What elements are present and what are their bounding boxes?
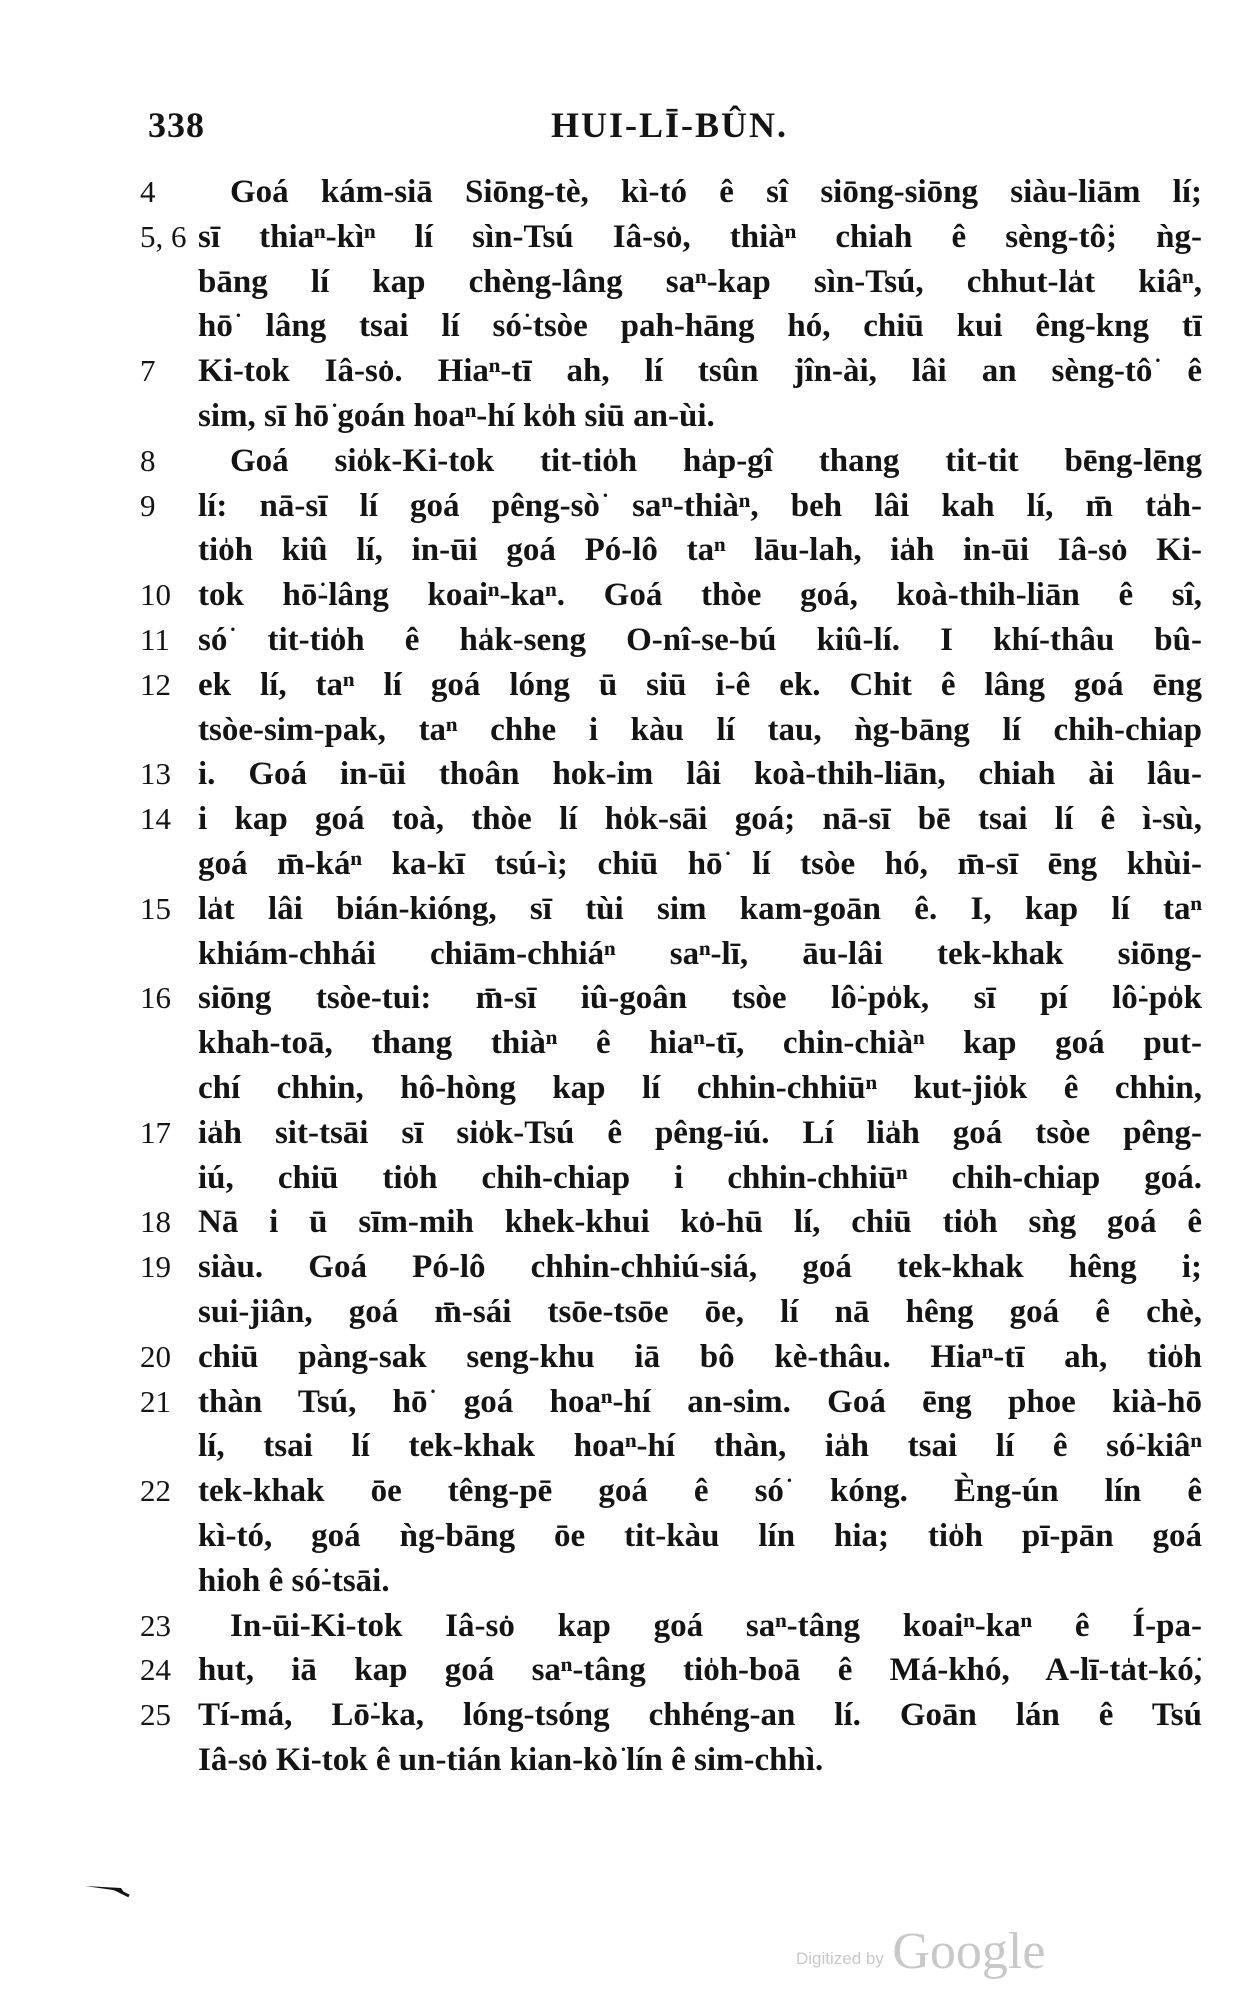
text-line: [0, 1514, 1249, 1559]
watermark-prefix: Digitized by: [796, 1949, 884, 1968]
text-line: [0, 1648, 1249, 1693]
line-text: ia̍h sit-tsāi sī sio̍k-Tsú ê pêng-iú. Lí lia̍h goá tsòe pêng-: [198, 1114, 1202, 1151]
verse-number: 8: [140, 442, 156, 478]
verse-number: 25: [140, 1697, 171, 1733]
verse-number: 24: [140, 1652, 171, 1688]
ink-mark-icon: [83, 1878, 133, 1898]
text-line: [0, 842, 1249, 887]
line-text: i kap goá toà, thòe lí ho̍k-sāi goá; nā-sī bē tsai lí ê ì-sù,: [198, 801, 1202, 838]
line-text: hut, iā kap goá saⁿ-tâng tio̍h-boā ê Má-khó, A-lī-ta̍t-kó͘,: [198, 1652, 1202, 1689]
verse-number: 11: [140, 621, 170, 657]
page-number: 338: [148, 105, 205, 145]
text-line: [0, 1469, 1249, 1514]
verse-number: 17: [140, 1114, 171, 1150]
text-line: [0, 1693, 1249, 1738]
text-line: [0, 484, 1249, 529]
line-text: chí chhin, hô-hòng kap lí chhin-chhiūⁿ kut-jio̍k ê chhin,: [198, 1069, 1202, 1106]
verse-number: 20: [140, 1338, 171, 1374]
digitization-watermark: [796, 1922, 1045, 1981]
text-line: [0, 1156, 1249, 1201]
line-text: Iâ-so͘ Ki-tok ê un-tián kian-kò͘ lín ê sim-chhì.: [198, 1741, 824, 1778]
text-line: [0, 1424, 1249, 1469]
text-line: [0, 170, 1249, 215]
line-text: In-ūi-Ki-tok Iâ-so͘ kap goá saⁿ-tâng koaiⁿ-kaⁿ ê Í-pa-: [230, 1607, 1202, 1644]
text-line: [0, 1380, 1249, 1425]
text-line: [0, 1066, 1249, 1111]
text-line: [0, 1604, 1249, 1649]
text-line: [0, 708, 1249, 753]
line-text: ek lí, taⁿ lí goá lóng ū siū i-ê ek. Chit ê lâng goá ēng: [198, 666, 1202, 703]
text-line: [0, 215, 1249, 260]
line-text: thàn Tsú, hō͘ goá hoaⁿ-hí an-sim. Goá ēng phoe kià-hō͘: [198, 1383, 1202, 1420]
text-line: [0, 349, 1249, 394]
line-text: Goá kám-siā Siōng-tè, kì-tó ê sî siōng-siōng siàu-liām lí;: [230, 174, 1202, 210]
text-line: [0, 932, 1249, 977]
line-text: kì-tó, goá ǹg-bāng ōe tit-kàu lín hia; tio̍h pī-pān goá: [198, 1517, 1202, 1554]
line-text: lí, tsai lí tek-khak hoaⁿ-hí thàn, ia̍h tsai lí ê só͘-kiâⁿ: [198, 1428, 1202, 1465]
line-text: khah-toā, thang thiàⁿ ê hiaⁿ-tī, chin-chiàⁿ kap goá put-: [198, 1025, 1202, 1062]
verse-number: 15: [140, 890, 171, 926]
line-text: hioh ê só͘-tsāi.: [198, 1562, 390, 1599]
page-body-text: [0, 170, 1249, 1783]
line-text: Goá sio̍k-Ki-tok tit-tio̍h ha̍p-gî thang tit-tit bēng-lēng: [230, 442, 1202, 479]
line-text: Tí-má, Lō͘-ka, lóng-tsóng chhéng-an lí. Goān lán ê Tsú: [198, 1697, 1202, 1734]
verse-number: 9: [140, 487, 156, 523]
line-text: Nā i ū sīm-mih khek-khui ko͘-hū lí, chiū tio̍h sǹg goá ê: [198, 1204, 1202, 1241]
text-line: [0, 797, 1249, 842]
line-text: sui-jiân, goá m̄-sái tsōe-tsōe ōe, lí nā hêng goá ê chè,: [198, 1293, 1202, 1330]
line-text: tsòe-sim-pak, taⁿ chhe i kàu lí tau, ǹg-bāng lí chih-chiap: [198, 711, 1202, 748]
verse-number: 23: [140, 1607, 171, 1643]
text-line: [0, 304, 1249, 349]
text-line: [0, 618, 1249, 663]
text-line: [0, 439, 1249, 484]
verse-number: 10: [140, 577, 171, 613]
text-line: [0, 752, 1249, 797]
text-line: [0, 1559, 1249, 1604]
running-title: HUI-LĪ-BÛN.: [551, 105, 789, 145]
line-text: chiū pàng-sak seng-khu iā bô kè-thâu. Hiaⁿ-tī ah, tio̍h: [198, 1338, 1202, 1375]
line-text: tok hō͘-lâng koaiⁿ-kaⁿ. Goá thòe goá, koà-thih-liān ê sî,: [198, 577, 1202, 614]
text-line: [0, 1738, 1249, 1783]
text-line: [0, 976, 1249, 1021]
line-text: siōng tsòe-tui: m̄-sī iû-goân tsòe lô͘-po̍k, sī pí lô͘-po̍k: [198, 980, 1202, 1017]
verse-number: 7: [140, 353, 156, 389]
line-text: sī thiaⁿ-kìⁿ lí sìn-Tsú Iâ-so͘, thiàⁿ chiah ê sèng-tô͘; ǹg-: [198, 218, 1202, 255]
text-line: [0, 1111, 1249, 1156]
text-line: [0, 1290, 1249, 1335]
verse-number: 14: [140, 801, 171, 837]
line-text: hō͘ lâng tsai lí só͘-tsòe pah-hāng hó, chiū kui êng-kng tī: [198, 308, 1202, 345]
line-text: bāng lí kap chèng-lâng saⁿ-kap sìn-Tsú, chhut-la̍t kiâⁿ,: [198, 263, 1202, 300]
verse-number: 5, 6: [140, 218, 187, 254]
verse-number: 22: [140, 1473, 171, 1509]
verse-number: 12: [140, 666, 171, 702]
text-line: [0, 528, 1249, 573]
text-line: [0, 887, 1249, 932]
line-text: sim, sī hō͘ goán hoaⁿ-hí ko̍h siū an-ùi.: [198, 397, 715, 434]
verse-number: 19: [140, 1249, 171, 1285]
line-text: khiám-chhái chiām-chhiáⁿ saⁿ-lī, āu-lâi tek-khak siōng-: [198, 935, 1202, 972]
line-text: siàu. Goá Pó-lô chhin-chhiú-siá, goá tek-khak hêng i;: [198, 1249, 1202, 1286]
line-text: iú, chiū tio̍h chih-chiap i chhin-chhiūⁿ chih-chiap goá.: [198, 1159, 1202, 1196]
text-line: [0, 1200, 1249, 1245]
line-text: tek-khak ōe têng-pē goá ê só͘ kóng. Èng-ún lín ê: [198, 1473, 1202, 1510]
verse-number: 21: [140, 1383, 171, 1419]
watermark-brand: Google: [892, 1923, 1046, 1980]
text-line: [0, 394, 1249, 439]
line-text: goá m̄-káⁿ ka-kī tsú-ì; chiū hō͘ lí tsòe hó, m̄-sī ēng khùi-: [198, 845, 1202, 882]
line-text: só͘ tit-tio̍h ê ha̍k-seng O-nî-se-bú kiû-lí. I khí-thâu bû-: [198, 621, 1202, 658]
page-header: [148, 104, 1203, 164]
text-line: [0, 260, 1249, 305]
text-line: [0, 1335, 1249, 1380]
line-text: lí: nā-sī lí goá pêng-sò͘ saⁿ-thiàⁿ, beh lâi kah lí, m̄ ta̍h-: [198, 487, 1202, 524]
verse-number: 18: [140, 1204, 171, 1240]
verse-number: 4: [140, 174, 156, 209]
text-line: [0, 663, 1249, 708]
line-text: tio̍h kiû lí, in-ūi goá Pó-lô taⁿ lāu-lah, ia̍h in-ūi Iâ-so͘ Ki-: [198, 532, 1202, 569]
line-text: la̍t lâi bián-kióng, sī tùi sim kam-goān ê. I, kap lí taⁿ: [198, 890, 1202, 927]
text-line: [0, 573, 1249, 618]
verse-number: 13: [140, 756, 171, 792]
line-text: Ki-tok Iâ-so͘. Hiaⁿ-tī ah, lí tsûn jîn-ài, lâi an sèng-tô͘ ê: [198, 353, 1202, 390]
text-line: [0, 1245, 1249, 1290]
verse-number: 16: [140, 980, 171, 1016]
line-text: i. Goá in-ūi thoân hok-im lâi koà-thih-liān, chiah ài lâu-: [198, 756, 1202, 793]
text-line: [0, 1021, 1249, 1066]
